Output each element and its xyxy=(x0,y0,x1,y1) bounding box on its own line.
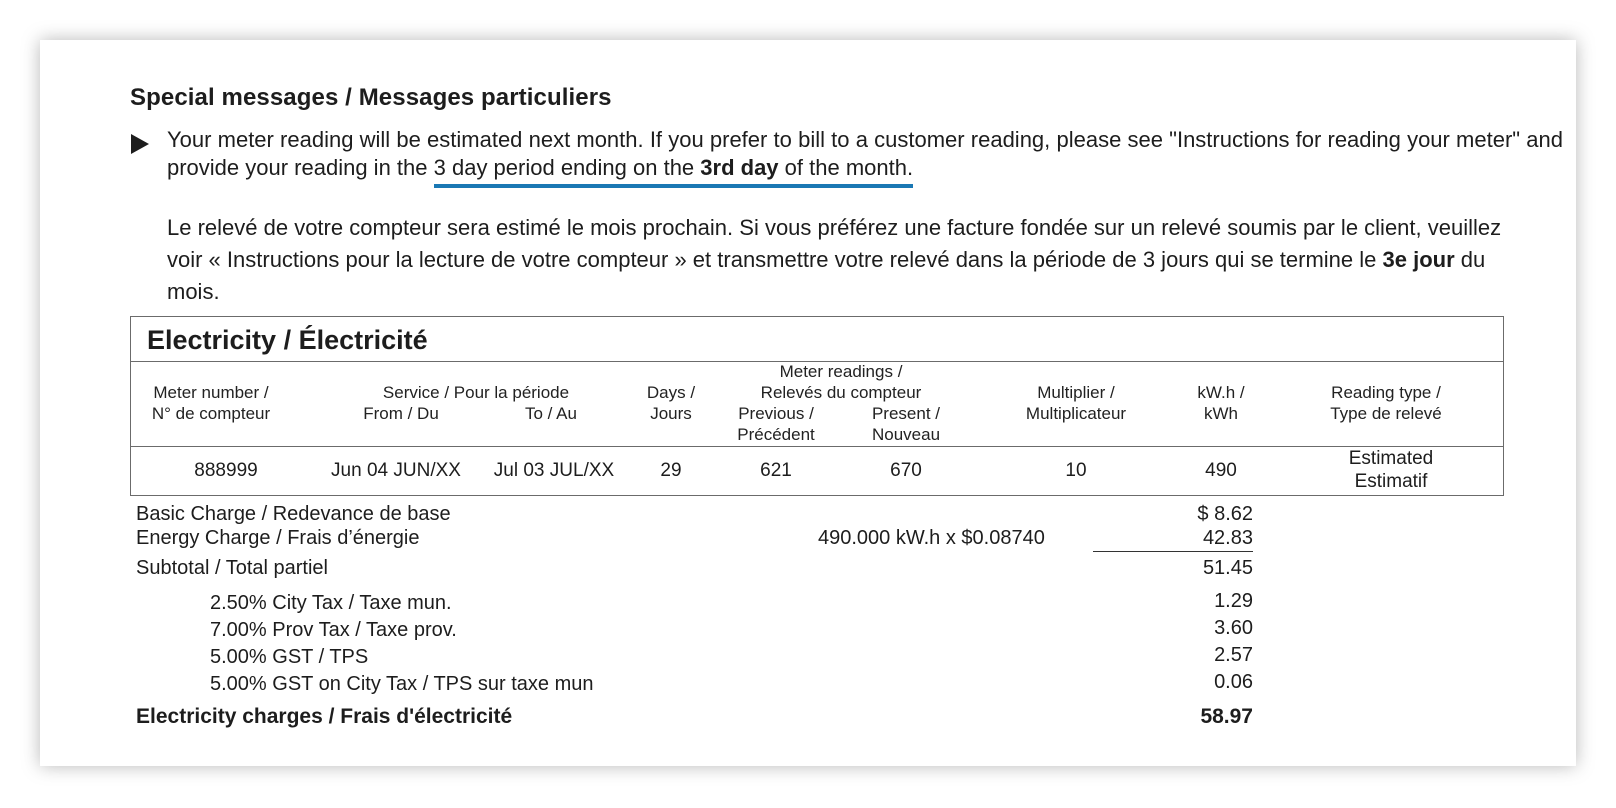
electricity-total-amount: 58.97 xyxy=(1200,705,1253,728)
header-meter-number: Meter number / N° de compteur xyxy=(151,383,271,423)
cell-to-date: Jul 03 JUL/XX xyxy=(493,460,615,481)
subtotal-amount: 51.45 xyxy=(1202,557,1253,579)
basic-charge-amount: $ 8.62 xyxy=(1197,503,1253,525)
header-to: To / Au xyxy=(525,404,577,423)
special-message-english: Your meter reading will be estimated next month. If you prefer to bill to a customer reading, please see "Instructions for reading your meter" and provide your reading in the 3 day period ending on the 3rd day of the month. xyxy=(167,126,1563,182)
tax-line-label: 5.00% GST on City Tax / TPS sur taxe mun xyxy=(210,673,594,695)
cell-multiplier: 10 xyxy=(1065,460,1087,481)
tax-line-label: 5.00% GST / TPS xyxy=(210,646,369,668)
header-present: Present / Nouveau xyxy=(871,404,941,444)
header-days: Days / Jours xyxy=(646,383,696,423)
special-message-french: Le relevé de votre compteur sera estimé le mois prochain. Si vous préférez une facture fondée sur un relevé soumis par le client, veuillez voir « Instructions pour la lecture de votre compteur » et transmettre votre relevé dans la période de 3 jours qui se termine le 3e jour du mois. xyxy=(167,215,1502,304)
electricity-section-title: Electricity / Électricité xyxy=(130,316,1504,362)
tax-line-label: 2.50% City Tax / Taxe mun. xyxy=(210,592,452,614)
header-from: From / Du xyxy=(363,404,439,423)
energy-charge-calculation: 490.000 kW.h x $0.08740 xyxy=(818,527,1045,549)
meter-table-header xyxy=(130,361,1504,447)
cell-reading-type: Estimated Estimatif xyxy=(1348,448,1434,492)
cell-from-date: Jun 04 JUN/XX xyxy=(331,460,461,481)
tax-line-amount: 2.57 xyxy=(1214,644,1253,666)
cell-meter-number: 888999 xyxy=(194,460,258,481)
subtotal-rule xyxy=(1093,551,1253,552)
cell-present-reading: 670 xyxy=(890,460,922,481)
special-messages-heading: Special messages / Messages particuliers xyxy=(130,84,612,111)
cell-previous-reading: 621 xyxy=(760,460,792,481)
energy-charge-label: Energy Charge / Frais d’énergie xyxy=(136,527,420,549)
bill-paper xyxy=(40,40,1576,766)
meter-table-row xyxy=(130,446,1504,496)
electricity-total-label: Electricity charges / Frais d'électricité xyxy=(136,705,513,728)
header-kwh: kW.h / kWh xyxy=(1197,383,1245,423)
energy-charge-amount: 42.83 xyxy=(1202,527,1253,549)
tax-line-label: 7.00% Prov Tax / Taxe prov. xyxy=(210,619,457,641)
header-meter-readings: Meter readings / Relevés du compteur xyxy=(760,362,922,402)
header-previous: Previous / Précédent xyxy=(737,404,815,444)
highlighted-deadline: 3 day period ending on the 3rd day of the month. xyxy=(434,155,913,188)
tax-line-amount: 0.06 xyxy=(1214,671,1253,693)
header-multiplier: Multiplier / Multiplicateur xyxy=(1025,383,1127,423)
basic-charge-label: Basic Charge / Redevance de base xyxy=(136,503,451,525)
tax-line-amount: 3.60 xyxy=(1214,617,1253,639)
subtotal-label: Subtotal / Total partiel xyxy=(136,557,328,579)
cell-days: 29 xyxy=(660,460,682,481)
header-reading-type: Reading type / Type de relevé xyxy=(1330,383,1442,423)
header-service-period: Service / Pour la période xyxy=(382,383,570,402)
cell-kwh: 490 xyxy=(1205,460,1237,481)
tax-line-amount: 1.29 xyxy=(1214,590,1253,612)
bullet-triangle-icon xyxy=(131,134,149,154)
